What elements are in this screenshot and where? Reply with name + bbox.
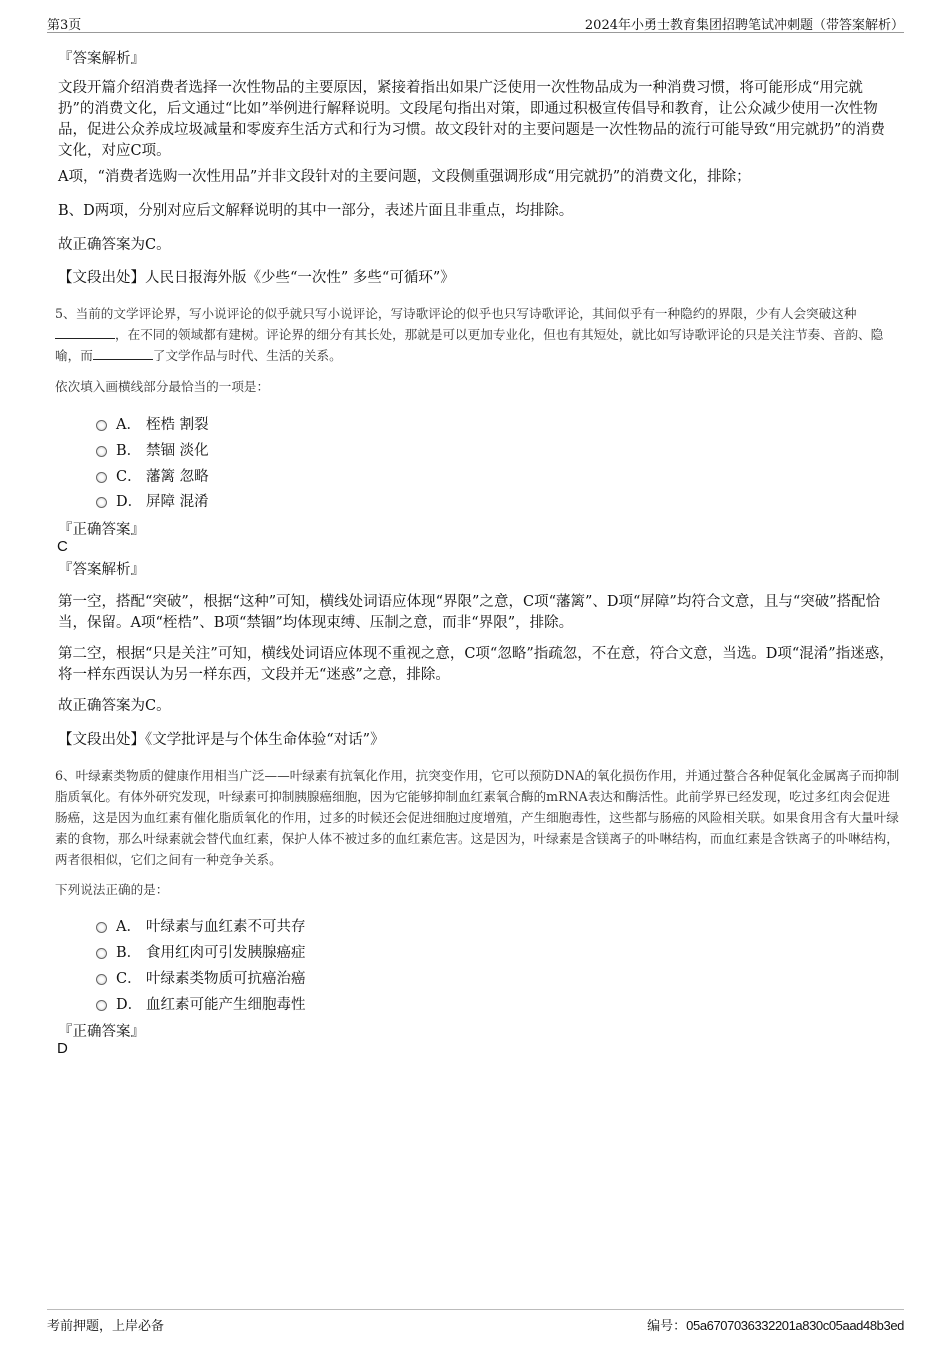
radio-icon[interactable] — [96, 922, 107, 933]
radio-icon[interactable] — [96, 974, 107, 985]
q5-analysis-p1: 第一空，搭配“突破”，根据“这种”可知，横线处词语应体现“界限”之意，C项“藩篱”、D项“屏障”均符合文意，且与“突破”搭配恰当，保留。A项“桎梏”、B项“禁锢”均体现束缚、压制之意，而非“界限”，排除。 — [58, 594, 881, 631]
q6-answer: D — [57, 1040, 68, 1057]
radio-icon[interactable] — [96, 1000, 107, 1011]
q5-prompt: 依次填入画横线部分最恰当的一项是： — [55, 379, 270, 394]
q4-answer-line: 故正确答案为C。 — [58, 237, 171, 253]
q5-option-c[interactable]: C． 藩篱 忽略 — [96, 465, 209, 485]
document-id: 编号：05a6707036332201a830c05aad48b3ed — [647, 1318, 904, 1334]
document-title: 2024年小勇士教育集团招聘笔试冲刺题（带答案解析） — [584, 18, 904, 33]
radio-icon[interactable] — [96, 420, 107, 431]
radio-icon[interactable] — [96, 472, 107, 483]
q4-analysis-tag: 『答案解析』 — [58, 51, 145, 67]
q6-option-b[interactable]: B． 食用红肉可引发胰腺癌症 — [96, 941, 306, 961]
q6-stem: 6、叶绿素类物质的健康作用相当广泛——叶绿素有抗氧化作用，抗突变作用，它可以预防DNA的氧化损伤作用，并通过螯合各种促氧化金属离子而抑制脂质氧化。有体外研究发现，叶绿素可抑制胰腺癌细胞，因为它能够抑制血红素氧合酶的mRNA表达和酶活性。此前学界已经发现，吃过多红肉会促进肠癌，这是因为血红素有催化脂质氧化的作用，过多的时候还会促进细胞过度增殖，产生细胞毒性，这些都与肠癌的风险相关联。如果食用含有大量叶绿素的食物，那么叶绿素就会替代血红素，保护人体不被过多的血红素危害。这是因为，叶绿素是含镁离子的卟啉结构，而血红素是含铁离子的卟啉结构，两者很相似，它们之间有一种竞争关系。 — [55, 768, 900, 867]
q6-option-a[interactable]: A． 叶绿素与血红素不可共存 — [96, 915, 306, 935]
q5-source: 【文段出处】《文学批评是与个体生命体验“对话”》 — [58, 732, 385, 748]
q5-answer-tag: 『正确答案』 — [58, 522, 145, 538]
radio-icon[interactable] — [96, 948, 107, 959]
q5-option-b[interactable]: B． 禁锢 淡化 — [96, 439, 209, 459]
q5-stem: 5、当前的文学评论界，写小说评论的似乎就只写小说评论，写诗歌评论的似乎也只写诗歌评论，其间似乎有一种隐约的界限，少有人会突破这种，在不同的领域都有建树。评论界的细分有其长处，那就是可以更加专业化，但也有其短处，就比如写诗歌评论的只是关注节奏、音韵、隐喻，而 了文学作品与时代、生活的关系。 — [55, 306, 884, 363]
q4-source: 【文段出处】人民日报海外版《少些“一次性” 多些“可循环”》 — [58, 270, 455, 286]
fill-blank-1 — [55, 326, 115, 339]
radio-icon[interactable] — [96, 497, 107, 508]
page-header — [47, 12, 904, 33]
page-number: 第3页 — [47, 18, 82, 33]
q5-analysis-tag: 『答案解析』 — [58, 562, 145, 578]
q5-answer: C — [57, 538, 68, 555]
q6-prompt: 下列说法正确的是： — [55, 882, 169, 897]
q4-analysis-p2: A项，“消费者选购一次性用品”并非文段针对的主要问题，文段侧重强调形成“用完就扔”的消费文化，排除； — [58, 169, 751, 185]
fill-blank-2 — [93, 347, 153, 360]
q5-option-a[interactable]: A． 桎梏 割裂 — [96, 413, 209, 433]
q6-answer-tag: 『正确答案』 — [58, 1024, 145, 1040]
q4-analysis-p3: B、D两项，分别对应后文解释说明的其中一部分，表述片面且非重点，均排除。 — [58, 203, 574, 219]
footer-slogan: 考前押题，上岸必备 — [47, 1319, 165, 1334]
q4-analysis-p1: 文段开篇介绍消费者选择一次性物品的主要原因，紧接着指出如果广泛使用一次性物品成为一种消费习惯，将可能形成“用完就扔”的消费文化，后文通过“比如”举例进行解释说明。文段尾句指出对策，即通过积极宣传倡导和教育，让公众减少使用一次性物品，促进公众养成垃圾减量和零废弃生活方式和行为习惯。故文段针对的主要问题是一次性物品的流行可能导致“用完就扔”的消费文化，对应C项。 — [58, 80, 885, 159]
q6-option-d[interactable]: D． 血红素可能产生细胞毒性 — [96, 993, 306, 1013]
q5-option-d[interactable]: D． 屏障 混淆 — [96, 490, 209, 510]
q6-option-c[interactable]: C． 叶绿素类物质可抗癌治癌 — [96, 967, 306, 987]
q5-answer-line: 故正确答案为C。 — [58, 698, 171, 714]
q5-analysis-p2: 第二空，根据“只是关注”可知，横线处词语应体现不重视之意，C项“忽略”指疏忽，不在意，符合文意，当选。D项“混淆”指迷惑，将一样东西误认为另一样东西，文段并无“迷惑”之意，排除。 — [58, 646, 894, 683]
page-footer — [47, 1309, 904, 1334]
radio-icon[interactable] — [96, 446, 107, 457]
